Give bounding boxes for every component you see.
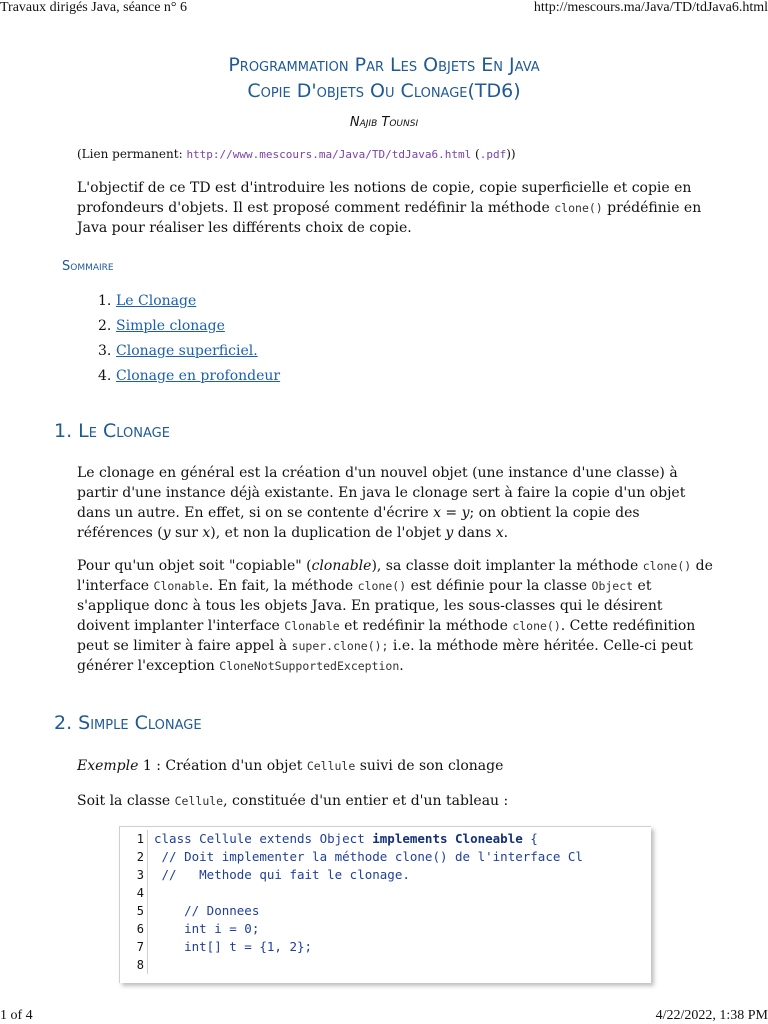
intro-text-1: L'objectif de ce TD est d'introduire les notions de copie, copie superficielle et copie en profondeurs d'objets. Il est proposé comment redéfinir la méthode	[77, 180, 692, 216]
line-number: 1	[136, 832, 144, 846]
toc-item	[98, 317, 280, 342]
section-2-title: 2. Simple Clonage	[54, 712, 202, 734]
print-footer	[0, 1008, 768, 1024]
code-text: // Doit implementer la méthode clone() de l'interface Cl	[154, 849, 583, 864]
math-y: y	[162, 525, 171, 541]
code-text: // Donnees	[154, 903, 260, 918]
inline-code: clone()	[512, 619, 561, 633]
sommaire-heading: Sommaire	[62, 259, 114, 274]
section-1-paragraph-1	[77, 463, 717, 543]
permalink-mid: (	[471, 147, 480, 161]
example-caption	[77, 756, 717, 776]
code-line	[120, 830, 651, 848]
text: Pour qu'un objet soit "copiable" (	[77, 558, 312, 574]
code-line	[120, 902, 651, 920]
permalink-prefix: (Lien permanent:	[77, 147, 187, 161]
intro-code-clone: clone()	[554, 201, 603, 215]
inline-code: clone()	[642, 559, 692, 573]
text: 1 : Création d'un objet	[138, 758, 307, 774]
emphasis-clonable: clonable	[311, 558, 372, 574]
permalink-pdf-link[interactable]: .pdf	[479, 148, 507, 161]
permalink	[77, 147, 516, 161]
text: suivi de son clonage	[355, 758, 504, 774]
toc-item	[98, 367, 280, 392]
text: et s'applique donc à tous les objets Java. En pratique, les sous-classes qui le désirent doivent implanter l'interface	[77, 578, 663, 634]
toc-link-clonage-en-profondeur[interactable]: Clonage en profondeur	[116, 368, 281, 384]
title-line-1: Programmation Par Les Objets En Java	[228, 54, 540, 76]
text: ), sa classe doit implanter la méthode	[371, 558, 643, 574]
text: et redéfinir la méthode	[339, 618, 513, 634]
code-text: // Methode qui fait le clonage.	[154, 867, 410, 882]
text: . Cette redéfinition peut se limiter à faire appel à	[77, 618, 696, 654]
permalink-suffix: ))	[506, 147, 516, 161]
toc-item-number: 1.	[98, 293, 112, 309]
text: Soit la classe	[77, 793, 175, 809]
text: .	[503, 525, 509, 541]
toc-link-le-clonage[interactable]: Le Clonage	[116, 293, 197, 309]
print-header-url: http://mescours.ma/Java/TD/tdJava6.html	[533, 0, 768, 15]
section-2-paragraph-1	[77, 791, 717, 811]
line-number: 7	[136, 940, 144, 954]
code-text: int i = 0;	[154, 921, 260, 936]
text: est définie pour la classe	[406, 578, 592, 594]
inline-code: Cellule	[174, 794, 224, 808]
text: i.e. la méthode mère héritée. Celle-ci peut générer l'exception	[77, 638, 693, 674]
toc-link-simple-clonage[interactable]: Simple clonage	[116, 318, 225, 334]
text: dans	[453, 525, 496, 541]
table-of-contents	[98, 292, 280, 392]
line-number: 3	[136, 868, 144, 882]
text: ; on obtient la copie des références (	[77, 505, 640, 541]
code-text: {	[522, 831, 538, 846]
code-line	[120, 866, 651, 884]
print-timestamp: 4/22/2022, 1:38 PM	[655, 1008, 768, 1023]
inline-code: Object	[591, 579, 634, 593]
text: de l'interface	[77, 558, 713, 594]
math-x: x	[202, 525, 211, 541]
line-number: 2	[136, 850, 144, 864]
document-title	[0, 52, 768, 104]
print-header-title: Travaux dirigés Java, séance n° 6	[0, 0, 188, 15]
inline-code: Cellule	[306, 759, 356, 773]
text: Le clonage en général est la création d'un nouvel objet (une instance d'une classe) à partir d'une instance déjà existante. En java le clonage sert à faire la copie d'un objet dans un autre. En effet, si on se contente d'écrire	[77, 465, 686, 521]
intro-text-2: prédéfinie en Java pour réaliser les différents choix de copie.	[77, 200, 702, 236]
code-line	[120, 884, 651, 902]
code-keyword: implements Cloneable	[372, 831, 523, 846]
code-text: class Cellule extends Object	[154, 831, 373, 846]
inline-code: Clonable	[284, 619, 340, 633]
code-line	[120, 938, 651, 956]
code-text: int[] t = {1, 2};	[154, 939, 313, 954]
line-number: 8	[136, 958, 144, 972]
intro-paragraph	[77, 178, 717, 238]
math-y: y	[445, 525, 454, 541]
text: .	[399, 658, 404, 674]
toc-item-number: 3.	[98, 343, 112, 359]
inline-code: clone()	[357, 579, 407, 593]
toc-item-number: 4.	[98, 368, 112, 384]
math-x-equals-y: x = y	[433, 505, 470, 521]
code-line	[120, 956, 651, 974]
permalink-url-link[interactable]: http://www.mescours.ma/Java/TD/tdJava6.html	[186, 148, 472, 161]
toc-item	[98, 292, 280, 317]
toc-item-number: 2.	[98, 318, 112, 334]
inline-code: CloneNotSupportedException	[219, 659, 400, 673]
line-number: 5	[136, 904, 144, 918]
title-line-2: Copie D'objets Ou Clonage(TD6)	[247, 80, 521, 102]
code-line	[120, 920, 651, 938]
code-listing	[119, 826, 651, 983]
toc-item	[98, 342, 280, 367]
author: Najib Tounsi	[349, 115, 419, 130]
inline-code: super.clone();	[291, 639, 389, 653]
toc-link-clonage-superficiel[interactable]: Clonage superficiel.	[116, 343, 258, 359]
text: sur	[170, 525, 203, 541]
section-1-paragraph-2	[77, 556, 717, 676]
inline-code: Clonable	[153, 579, 209, 593]
line-number: 6	[136, 922, 144, 936]
line-number: 4	[136, 886, 144, 900]
text: , constituée d'un entier et d'un tableau :	[223, 793, 509, 809]
section-1-title: 1. Le Clonage	[54, 420, 170, 442]
example-label: Exemple	[77, 758, 139, 774]
print-header	[0, 0, 768, 20]
code-line	[120, 848, 651, 866]
text: ), et non la duplication de l'objet	[210, 525, 446, 541]
math-x: x	[495, 525, 504, 541]
page-count: 1 of 4	[0, 1008, 33, 1023]
text: . En fait, la méthode	[208, 578, 358, 594]
